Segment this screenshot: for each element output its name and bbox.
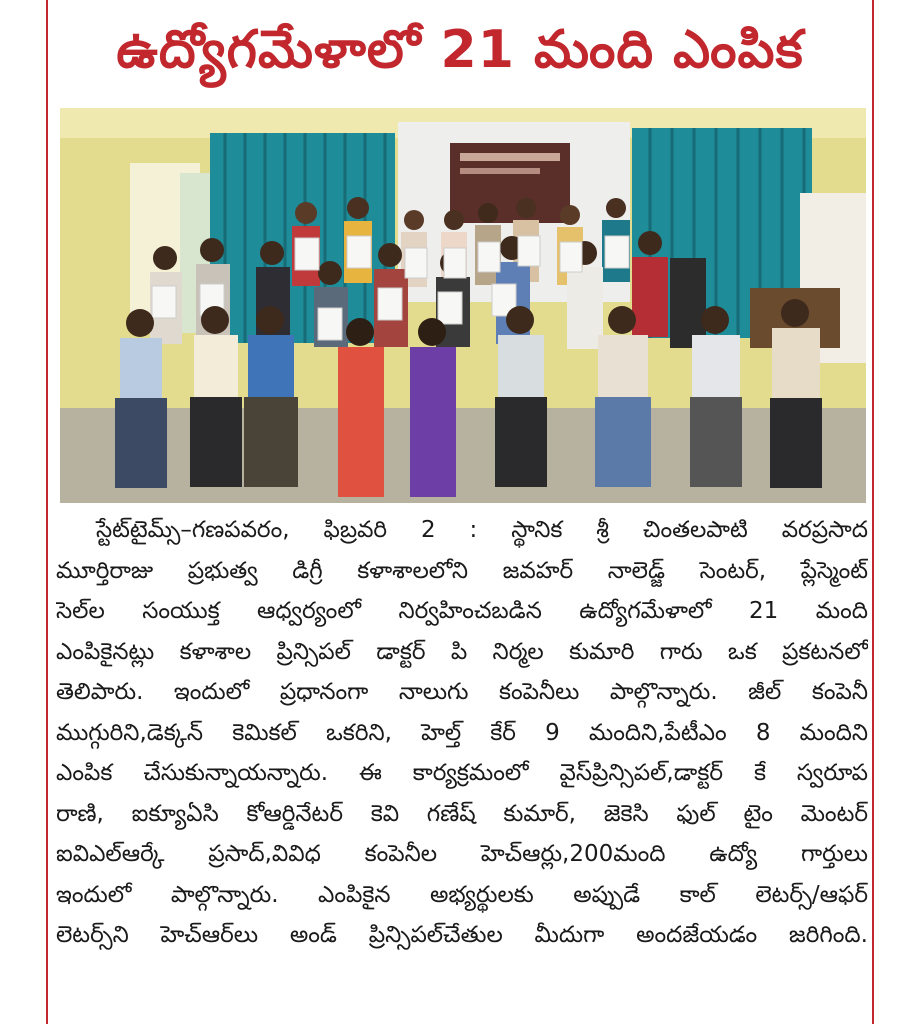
article-body [56,510,868,956]
group-photo [60,108,866,503]
article-line: ఎంపిక చేసుకున్నాయన్నారు. ఈ కార్యక్రమంలో వైస్‌ప్రిన్సిపల్,డాక్టర్ కే స్వరూప [56,760,868,786]
article-line: స్టేట్‌టైమ్స్‌–గణపవరం, ఫిబ్రవరి 2 : స్థానిక శ్రీ చింతలపాటి వరప్రసాద [96,517,868,543]
news-clipping [46,0,874,1024]
article-line: ఐవిఎల్ఆర్కే ప్రసాద్,వివిధ కంపెనీల హెచ్‌ఆర్లు,200మంది ఉద్యో గార్తులు [56,841,868,867]
article-line: ఎంపికైనట్లు కళాశాల ప్రిన్సిపల్ డాక్టర్ పి నిర్మల కుమారి గారు ఒక ప్రకటనలో [56,638,868,665]
article-line: రాణి, ఐక్యూఏసి కోఆర్డినేటర్ కెవి గణేష్ కుమార్, జెకెసి ఫుల్ టైం మెంటర్ [56,800,868,827]
article-line: లెటర్స్‌ని హెచ్‌ఆర్‌లు అండ్ ప్రిన్సిపల్‌చేతుల మీదుగా అందజేయడం జరిగింది. [56,922,868,948]
article-line: మూర్తిరాజు ప్రభుత్వ డిగ్రీ కళాశాలలోని జవహర్ నాలెడ్జ్ సెంటర్, ప్లేస్మెంట్ [56,557,868,584]
group-photo-illustration [60,108,866,503]
article-line: ఇందులో పాల్గొన్నారు. ఎంపికైన అభ్యర్థులకు అప్పుడే కాల్ లెటర్స్/ఆఫర్ [56,881,868,908]
article-line: సెల్‌ల సంయుక్త ఆధ్వర్యంలో నిర్వహించబడిన ఉద్యోగమేళాలో 21 మంది [56,598,868,624]
article-line: తెలిపారు. ఇందులో ప్రధానంగా నాలుగు కంపెనీలు పాల్గొన్నారు. జీల్ కంపెనీ [56,679,868,705]
headline: ఉద్యోగమేళాలో 21 మంది ఎంపిక [116,20,804,80]
article-line: ముగ్గురిని,డెక్కన్ కెమికల్ ఒకరిని, హెల్త్ కేర్ 9 మందిని,పేటీఎం 8 మందిని [56,719,868,746]
